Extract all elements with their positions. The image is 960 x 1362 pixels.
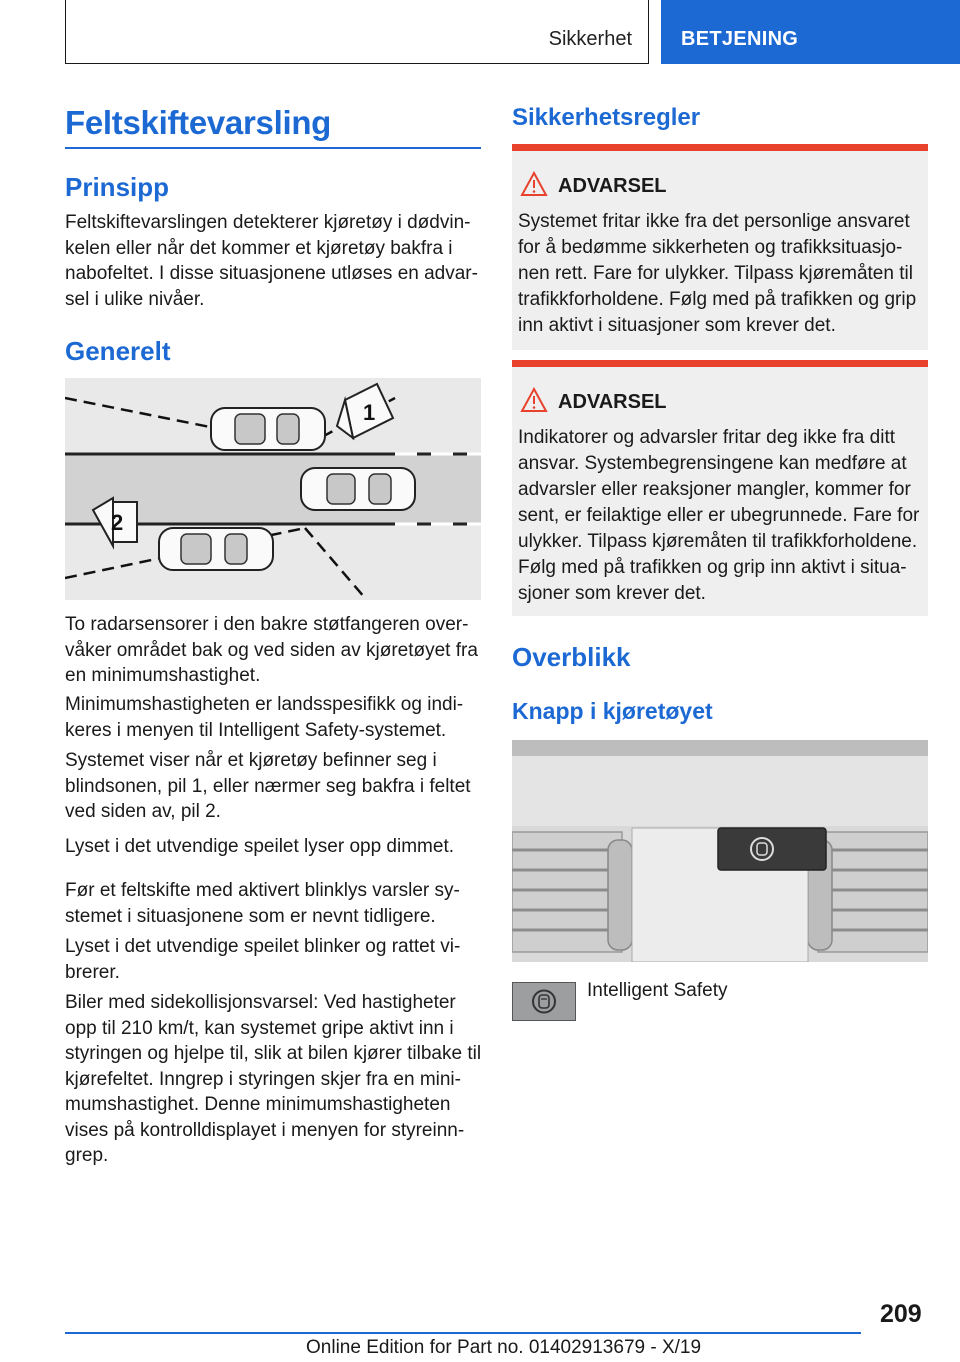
para-speil-blinker: Lyset i det utvendige speilet blinker og rattet vi- brerer. — [65, 936, 461, 983]
header-chapter-label: BETJENING — [681, 28, 799, 50]
warning-box-2 — [512, 360, 928, 616]
page-title: Feltskiftevarsling — [65, 104, 332, 141]
footer-rule — [65, 1332, 861, 1334]
lane-change-diagram — [65, 378, 481, 600]
para-blindsone: Systemet viser når et kjøretøy befinner seg i blindsonen, pil 1, eller nærmer seg bakfra i feltet ved siden av, pil 2. — [65, 750, 471, 822]
heading-generelt: Generelt — [65, 336, 171, 366]
footer-edition: Online Edition for Part no. 01402913679 - X/19 — [306, 1337, 702, 1358]
para-sidekollisjon: Biler med sidekollisjonsvarsel: Ved hastigheter opp til 210 km/t, kan systemet gripe aktivt inn i styringen og hjelpe til, slik at bilen kjører tilbake til kjørefeltet. Inngrep i styringen skjer fra en mini- mumshastighet. Denne minimumshastigheten vises på kontrolldisplayet i menyen for styreinn- grep. — [65, 992, 482, 1166]
title-rule — [65, 147, 481, 149]
para-radarsensorer: To radarsensorer i den bakre støtfangeren over- våker området bak og ved siden av kjøretøyet fra en minimumshastighet. — [65, 614, 478, 686]
header-section-box — [65, 0, 649, 64]
para-speil-dimmet: Lyset i det utvendige speilet lyser opp dimmet. — [65, 836, 454, 857]
heading-overblikk: Overblikk — [512, 642, 631, 672]
warning-2-text: Indikatorer og advarsler fritar deg ikke fra ditt ansvar. Systembegrensingene kan medføre at advarsler eller reaksjoner mangler, kommer for sent, er feilaktige eller er ubegrunnede. Fare for ulykker. Tilpass kjøremåten til trafikkforholdene. Følg med på trafikken og grip inn aktivt i situa- sjoner som krever det. — [518, 427, 920, 604]
warning-1-text: Systemet fritar ikke fra det personlige ansvaret for å bedømme sikkerheten og trafikksituasjo- nen rett. Fare for ulykker. Tilpass kjøremåten til trafikkforholdene. Følg med på trafikken og grip inn aktivt i situasjoner som krever det. — [518, 211, 917, 336]
arrow-2-label: 2 — [111, 510, 124, 535]
dashboard-photo-svg — [512, 740, 928, 962]
car-top-icon — [211, 408, 325, 450]
icon-caption: Intelligent Safety — [587, 980, 728, 1001]
header-chapter-tab — [661, 0, 960, 64]
car-own-icon — [301, 468, 415, 510]
warning-box-1 — [512, 144, 928, 350]
heading-prinsipp: Prinsipp — [65, 172, 170, 202]
header-section-label: Sikkerhet — [548, 28, 632, 50]
heading-knapp: Knapp i kjøretøyet — [512, 698, 713, 724]
warning-1-label: ADVARSEL — [558, 175, 667, 197]
prinsipp-text: Feltskiftevarslingen detekterer kjøretøy i dødvin- kelen eller når det kommer et kjøretøy bakfra i nabofeltet. I disse situasjonene utløses en advar- sel i ulike nivåer. — [65, 212, 478, 310]
lane-diagram-svg — [65, 378, 481, 600]
arrow-1-label: 1 — [363, 400, 376, 425]
warning-triangle-icon — [520, 171, 548, 197]
warning-triangle-icon — [520, 387, 548, 413]
intelligent-safety-icon — [512, 982, 576, 1021]
car-bottom-icon — [159, 528, 273, 570]
page-number: 209 — [880, 1300, 922, 1328]
para-feltskifte: Før et feltskifte med aktivert blinklys varsler sy- stemet i situasjonene som er nevnt tidligere. — [65, 880, 460, 927]
dashboard-button-photo — [512, 740, 928, 962]
warning-2-label: ADVARSEL — [558, 391, 667, 413]
para-minimumshastighet: Minimumshastigheten er landsspesifikk og indi- keres i menyen til Intelligent Safety-systemet. — [65, 694, 464, 741]
heading-sikkerhetsregler: Sikkerhetsregler — [512, 104, 701, 131]
